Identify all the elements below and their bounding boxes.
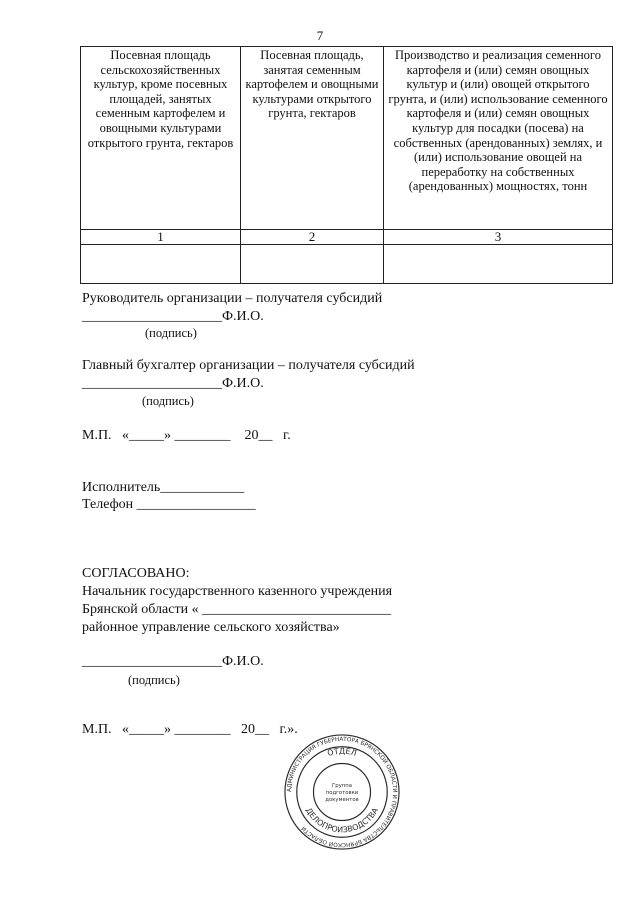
- head-signature-caption: (подпись): [145, 326, 197, 340]
- column-number: 2: [241, 230, 384, 245]
- table-row: [81, 245, 613, 284]
- seal-center-line-3: документов: [325, 796, 359, 803]
- approval-date-line: М.П. «_____» ________ 20__ г.».: [82, 722, 298, 737]
- table-header-row: [81, 47, 613, 230]
- seal-top-arc-text: ОТДЕЛ: [326, 746, 358, 758]
- seal-center-line-2: подготовки: [325, 789, 359, 796]
- seal-center-line-1: Группа: [332, 783, 352, 790]
- approval-line-2: Брянской области « ___________________________: [82, 602, 392, 617]
- approval-line-3: районное управление сельского хозяйства»: [82, 620, 340, 635]
- accountant-signature-line: ____________________Ф.И.О.: [82, 376, 264, 391]
- column-number: 1: [81, 230, 241, 245]
- seal-bottom-arc-text: ДЕЛОПРОИЗВОДСТВА: [303, 806, 381, 835]
- accountant-title: Главный бухгалтер организации – получателя субсидий: [82, 358, 415, 373]
- accountant-signature-caption: (подпись): [142, 394, 194, 408]
- head-title: Руководитель организации – получателя субсидий: [82, 291, 383, 306]
- table-cell[interactable]: [384, 245, 613, 284]
- seal-date-line: М.П. «_____» ________ 20__ г.: [82, 428, 291, 443]
- column-number: 3: [384, 230, 613, 245]
- approval-signature-line: ____________________Ф.И.О.: [82, 654, 264, 669]
- approval-line-1: Начальник государственного казенного учреждения: [82, 584, 393, 599]
- approval-heading: СОГЛАСОВАНО:: [82, 566, 190, 581]
- header-cell-sown-area-potato-vegetables: Посевная площадь, занятая семенным картофелем и овощными культурами открытого грунта, гектаров: [241, 47, 384, 230]
- table-cell[interactable]: [81, 245, 241, 284]
- approval-signature-caption: (подпись): [128, 673, 180, 687]
- table-column-number-row: [81, 230, 613, 245]
- table-cell[interactable]: [241, 245, 384, 284]
- page-number: 7: [316, 28, 324, 43]
- department-seal: [283, 733, 401, 851]
- subsidy-table: [80, 46, 613, 284]
- seal-outer-text: АДМИНИСТРАЦИЯ ГУБЕРНАТОРА БРЯНСКОЙ ОБЛАСТИ И ПРАВИТЕЛЬСТВА БРЯНСКОЙ ОБЛАСТИ: [286, 736, 398, 848]
- header-cell-sown-area-other: Посевная площадь сельскохозяйственных культур, кроме посевных площадей, занятых семенным картофелем и овощными культурами открытого грунта, гектаров: [81, 47, 241, 230]
- phone-line: Телефон _________________: [82, 497, 256, 512]
- head-signature-line: ____________________Ф.И.О.: [82, 309, 264, 324]
- executor-line: Исполнитель____________: [82, 480, 245, 495]
- header-cell-production-tonnes: Производство и реализация семенного картофеля и (или) семян овощных культур и (или) овощей открытого грунта, и (или) использование семенного картофеля и (или) семян овощных культур для посадки (посева) на собственных (арендованных) землях, и (или) использование овощей на переработку на собственных (арендованных) мощностях, тонн: [384, 47, 613, 230]
